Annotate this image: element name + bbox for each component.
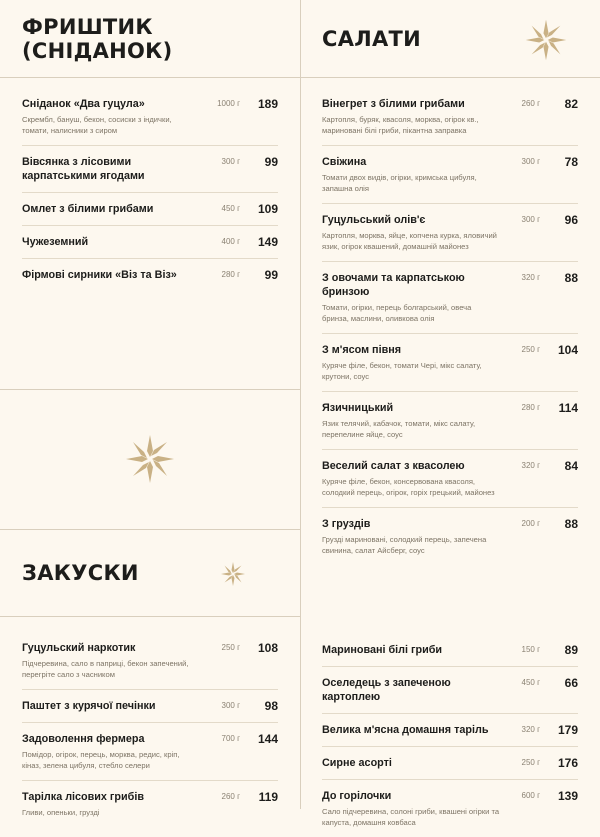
menu-item-price: 176 [557,756,578,771]
sunburst-ornament-icon [124,433,176,485]
menu-item-price: 88 [564,271,578,286]
menu-item[interactable] [322,392,578,450]
menu-item-main [22,202,206,216]
left-column [0,0,300,818]
menu-item[interactable] [22,193,278,226]
menu-item[interactable] [322,508,578,565]
menu-item[interactable] [322,204,578,262]
menu-item-price: 96 [564,213,578,228]
menu-item-weight: 300 г [221,701,240,711]
menu-item-name: Фірмові сирники «Віз та Віз» [22,269,177,282]
menu-item-weight: 200 г [521,519,540,529]
sunburst-ornament-icon [220,561,246,587]
menu-item-main [322,676,506,704]
menu-item-main [22,641,206,680]
section-items-breakfast [0,78,300,291]
menu-item[interactable] [22,259,278,291]
section-items-salads [300,78,600,565]
menu-item-weight: 280 г [221,270,240,280]
menu-item-price: 99 [264,155,278,170]
menu-item-description: Сало підчеревина, солоні гриби, квашені огірки та капуста, домашня ковбаса [322,807,500,828]
menu-item-price: 149 [257,235,278,250]
section-title-salads: САЛАТИ [322,26,422,51]
menu-item-main [22,155,206,183]
menu-item[interactable] [322,634,578,667]
menu-item-name: Веселий салат з квасолею [322,460,465,473]
menu-item-main [22,732,206,771]
ornament-block-left [0,389,300,529]
menu-item-price: 179 [557,723,578,738]
menu-item-main [22,268,206,282]
menu-item-weight: 320 г [521,461,540,471]
menu-item-description: Томати, огірки, перець болгарський, овеча бринза, маслини, оливкова олія [322,303,472,324]
menu-item-description: Картопля, морква, яйце, копчена курка, яловичий язик, огірок квашений, домашній майонез [322,231,497,252]
menu-item-weight: 250 г [521,758,540,768]
menu-item-weight: 1000 г [217,99,240,108]
menu-item-name: Сирне асорті [322,757,392,770]
menu-item-price: 89 [564,643,578,657]
menu-item-price: 114 [558,401,578,416]
menu-item[interactable] [322,714,578,747]
menu-item-weight: 320 г [521,725,540,735]
menu-item[interactable] [22,632,278,690]
menu-item-weight: 250 г [221,643,240,652]
menu-item-name: Сніданок «Два гуцула» [22,98,145,110]
menu-item-main [322,343,506,382]
menu-item-main [322,756,506,770]
menu-item-main [322,155,506,194]
menu-item-main [322,401,506,440]
menu-item-main [322,723,506,737]
menu-item-price: 82 [564,97,578,111]
menu-item-main [322,643,506,657]
menu-item-main [322,459,506,498]
menu-item-description: Гливи, опеньки, грузді [22,808,100,818]
menu-item[interactable] [22,723,278,781]
menu-item-weight: 300 г [221,157,240,167]
section-title-breakfast: ФРИШТИК (СНІДАНОК) [22,15,173,63]
menu-item-price: 84 [564,459,578,474]
menu-item-name: Омлет з білими грибами [22,203,154,216]
menu-item-name: Вінегрет з білими грибами [322,98,465,110]
menu-item-description: Куряче філе, бекон, томати Чері, мікс салату, крутони, соус [322,361,482,382]
menu-item-name: Гуцульский наркотик [22,642,136,654]
menu-item[interactable] [322,747,578,780]
menu-item-price: 189 [257,97,278,111]
menu-item[interactable] [22,781,278,827]
menu-item[interactable] [22,690,278,723]
menu-item-name: Тарілка лісових грибів [22,791,144,804]
menu-item[interactable] [322,450,578,508]
menu-item-weight: 700 г [221,734,240,744]
menu-item-weight: 300 г [521,215,540,225]
menu-item-price: 98 [264,699,278,714]
section-header-breakfast [0,0,300,78]
menu-item-main [22,790,206,818]
menu-item-name: Оселедець з запеченою картоплею [322,677,451,704]
section-divider [0,389,300,390]
menu-item-price: 108 [257,641,278,655]
section-header-snacks [0,529,300,617]
menu-item-main [322,213,506,252]
menu-item[interactable] [22,146,278,193]
menu-item-main [322,271,506,324]
menu-item-weight: 260 г [221,792,240,802]
menu-item-description: Підчеревина, сало в паприці, бекон запечений, перегріте сало з часником [22,659,189,680]
menu-item-name: Гуцульський олів'є [322,214,426,227]
section-items-snacks-continued [300,624,600,837]
menu-item-price: 66 [564,676,578,691]
menu-item[interactable] [22,88,278,146]
menu-item[interactable] [22,226,278,259]
menu-item[interactable] [322,88,578,146]
menu-item[interactable] [322,667,578,714]
menu-item-price: 109 [257,202,278,217]
menu-item-name: Вівсянка з лісовими карпатськими ягодами [22,156,145,183]
menu-item-description: Томати двох видів, огірки, кримська цибуля, запашна олія [322,173,477,194]
menu-item-price: 119 [258,790,278,805]
menu-item-name: До горілочки [322,790,392,803]
menu-item-name: Задоволення фермера [22,733,145,746]
menu-item-price: 139 [557,789,578,804]
menu-item-description: Помідор, огірок, перець, морква, редис, кріп, кіназ, зелена цибуля, стебло селери [22,750,180,771]
menu-item-name: Велика м'ясна домашня таріль [322,724,489,737]
menu-item-weight: 450 г [221,204,240,214]
menu-item-weight: 450 г [521,678,540,688]
menu-item-weight: 300 г [521,157,540,167]
menu-item-main [22,97,206,136]
menu-item-weight: 250 г [521,345,540,355]
menu-item-description: Скрембл, бануш, бекон, сосиски з індички, томати, налисники з сиром [22,115,172,136]
menu-item-name: З овочами та карпатською бринзою [322,272,465,299]
sunburst-ornament-icon [524,18,568,62]
menu-item-main [322,97,506,136]
menu-item-price: 78 [564,155,578,170]
menu-item-name: Паштет з курячої печінки [22,700,156,713]
menu-item-description: Куряче філе, бекон, консервована квасоля, солодкий перець, огірок, горіх грецький, майонез [322,477,495,498]
menu-item-name: З м'ясом півня [322,344,402,357]
menu-item-main [22,235,206,249]
menu-item-main [322,517,506,556]
menu-item-price: 88 [564,517,578,532]
menu-item-main [22,699,206,713]
section-header-salads [300,0,600,78]
menu-item-weight: 600 г [521,791,540,801]
menu-item-weight: 150 г [521,645,540,654]
menu-item-weight: 320 г [521,273,540,283]
menu-item-price: 104 [557,343,578,358]
menu-item-name: Язичницький [322,402,394,415]
right-column [300,0,600,828]
menu-item-price: 99 [264,268,278,283]
menu-item-name: Мариновані білі гриби [322,644,443,656]
menu-item[interactable] [322,262,578,334]
menu-item[interactable] [322,334,578,392]
menu-item[interactable] [322,146,578,204]
menu-item-description: Картопля, буряк, квасоля, морква, огірок кв., мариновані білі гриби, пікантна заправка [322,115,479,136]
menu-item-weight: 260 г [521,99,540,108]
menu-item-name: Чужеземний [22,236,89,249]
menu-item-description: Грузді мариновані, солодкий перець, запечена свинина, салат Айсберг, соус [322,535,487,556]
menu-item-price: 144 [257,732,278,747]
menu-item-weight: 400 г [221,237,240,247]
section-items-snacks [0,622,300,827]
menu-item-name: З груздів [322,518,371,531]
section-title-snacks: ЗАКУСКИ [22,560,139,585]
menu-item-description: Язик телячий, кабачок, томати, мікс салату, перепелине яйце, соус [322,419,476,440]
menu-item-weight: 280 г [521,403,540,413]
menu-item-name: Свіжина [322,156,367,169]
